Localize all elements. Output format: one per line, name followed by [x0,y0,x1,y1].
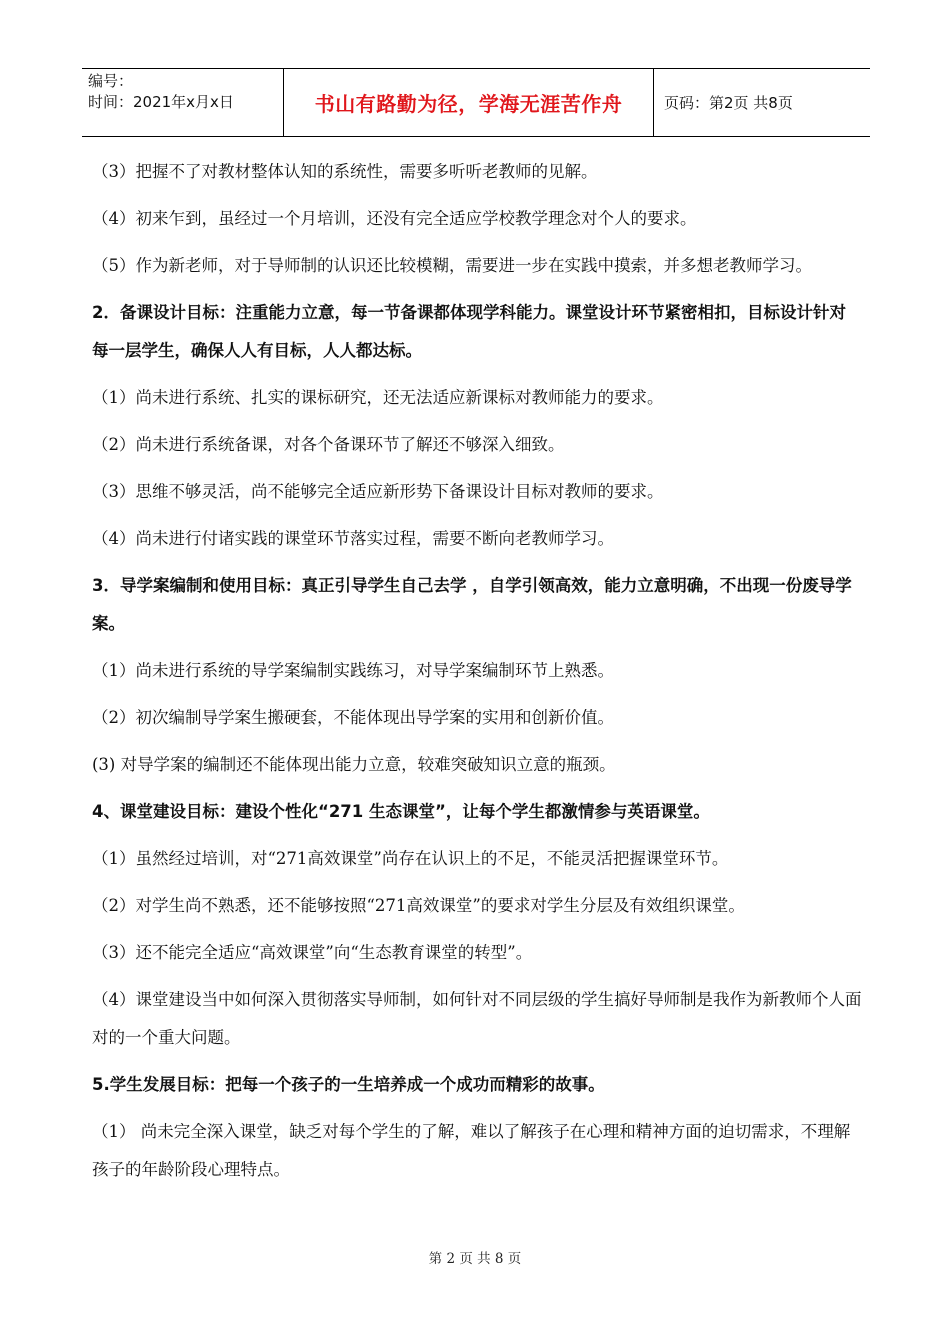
header-page-info: 页码：第2页 共8页 [664,94,793,112]
list-item: （3）还不能完全适应“高效课堂”向“生态教育课堂的转型”。 [92,943,533,962]
section-heading: 5.学生发展目标：把每一个孩子的一生培养成一个成功而精彩的故事。 [92,1075,605,1094]
list-item: （1） 尚未完全深入课堂，缺乏对每个学生的了解，难以了解孩子在心理和精神方面的迫切需求，不理解孩子的年龄阶段心理特点。 [92,1122,851,1179]
list-item: （1）尚未进行系统的导学案编制实践练习，对导学案编制环节上熟悉。 [92,661,614,680]
header-meta [82,69,284,136]
list-item: （1）虽然经过培训，对“271高效课堂”尚存在认识上的不足，不能灵活把握课堂环节。 [92,849,729,868]
document-date: 时间：2021年x月x日 [88,93,234,111]
list-item: （2）初次编制导学案生搬硬套，不能体现出导学案的实用和创新价值。 [92,708,614,727]
list-item: （5）作为新老师，对于导师制的认识还比较模糊，需要进一步在实践中摸索，并多想老教师学习。 [92,256,812,275]
list-item: （3）思维不够灵活，尚不能够完全适应新形势下备课设计目标对教师的要求。 [92,482,664,501]
list-item: （4）课堂建设当中如何深入贯彻落实导师制，如何针对不同层级的学生搞好导师制是我作为新教师个人面对的一个重大问题。 [92,990,862,1047]
list-item: (3) 对导学案的编制还不能体现出能力立意，较难突破知识立意的瓶颈。 [92,755,616,774]
document-body [92,153,862,1198]
section-heading: 3．导学案编制和使用目标：真正引导学生自己去学 ，自学引领高效，能力立意明确，不出现一份废导学案。 [92,576,852,633]
list-item: （2）对学生尚不熟悉，还不能够按照“271高效课堂”的要求对学生分层及有效组织课堂。 [92,896,745,915]
page-header [82,68,870,137]
header-motto: 书山有路勤为径，学海无涯苦作舟 [284,69,654,136]
list-item: （2）尚未进行系统备课，对各个备课环节了解还不够深入细致。 [92,435,565,454]
list-item: （3）把握不了对教材整体认知的系统性，需要多听听老教师的见解。 [92,162,598,181]
list-item: （4）初来乍到，虽经过一个月培训，还没有完全适应学校教学理念对个人的要求。 [92,209,697,228]
document-number-label: 编号： [88,72,134,90]
section-heading: 4、课堂建设目标：建设个性化“271 生态课堂”，让每个学生都激情参与英语课堂。 [92,802,710,821]
section-heading: 2．备课设计目标：注重能力立意，每一节备课都体现学科能力。课堂设计环节紧密相扣，目标设计针对每一层学生，确保人人有目标，人人都达标。 [92,303,846,360]
page-footer: 第 2 页 共 8 页 [428,1251,522,1267]
list-item: （1）尚未进行系统、扎实的课标研究，还无法适应新课标对教师能力的要求。 [92,388,664,407]
list-item: （4）尚未进行付诸实践的课堂环节落实过程，需要不断向老教师学习。 [92,529,614,548]
